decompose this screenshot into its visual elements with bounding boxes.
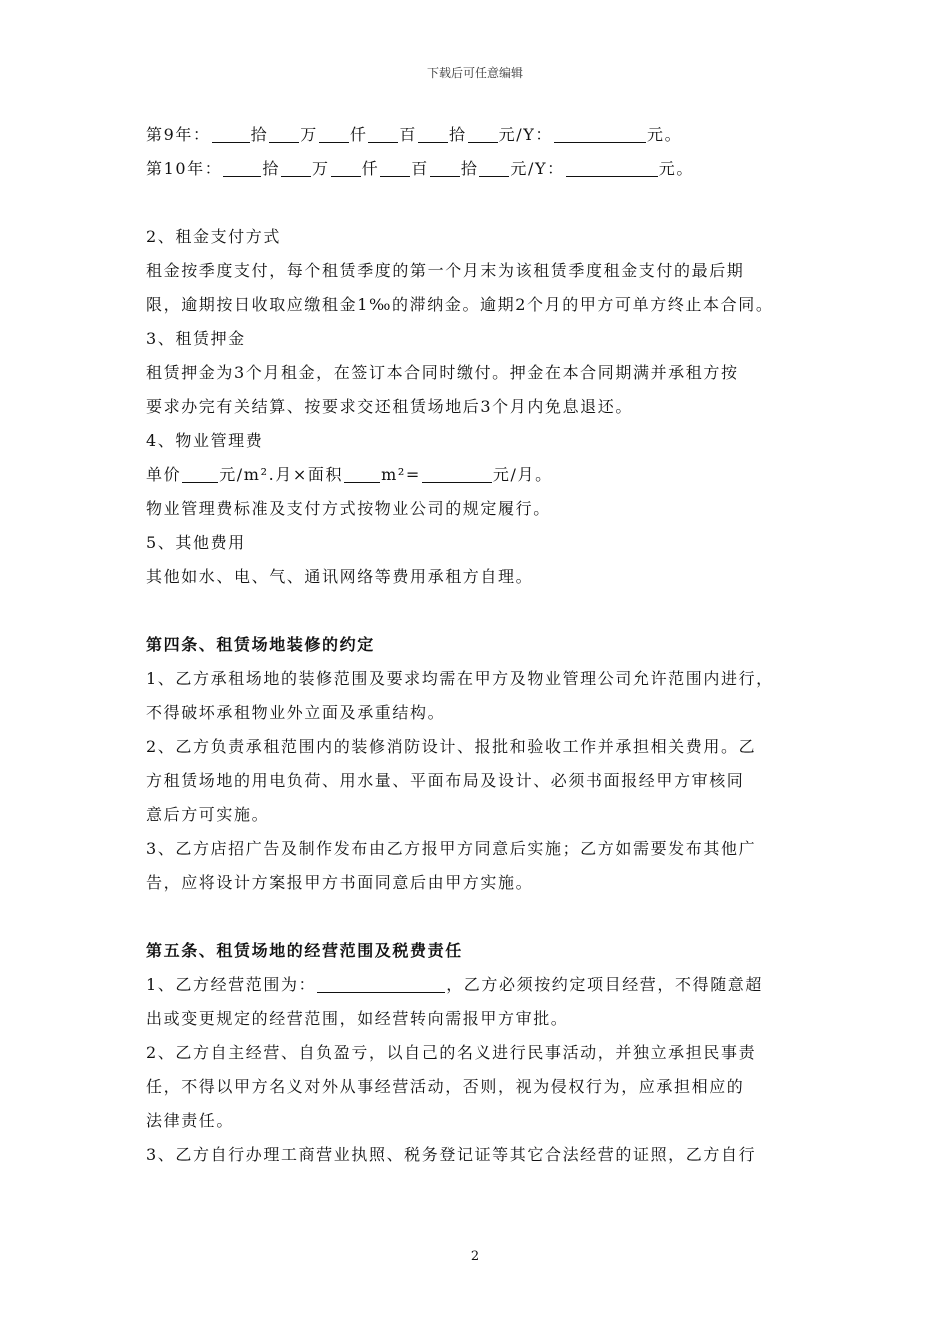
paragraph-line: 法律责任。 bbox=[146, 1111, 235, 1130]
paragraph-line: 限，逾期按日收取应缴租金1‰的滞纳金。逾期2个月的甲方可单方终止本合同。 bbox=[146, 295, 774, 314]
business-scope-line bbox=[146, 968, 808, 1002]
blank-field bbox=[380, 158, 410, 177]
blank-field bbox=[331, 158, 361, 177]
unit-label: 百 bbox=[399, 125, 418, 144]
blank-field bbox=[479, 158, 509, 177]
formula-text: m²= bbox=[381, 465, 421, 484]
article-5-heading: 第五条、租赁场地的经营范围及税费责任 bbox=[146, 941, 463, 960]
blank-field bbox=[281, 158, 311, 177]
blank-field bbox=[319, 124, 349, 143]
blank-field bbox=[344, 464, 380, 483]
paragraph-line: 不得破坏承租物业外立面及承重结构。 bbox=[146, 703, 446, 722]
section-title: 2、租金支付方式 bbox=[146, 227, 281, 246]
paragraph-line: 3、乙方自行办理工商营业执照、税务登记证等其它合法经营的证照，乙方自行 bbox=[146, 1145, 757, 1164]
blank-field bbox=[468, 124, 498, 143]
property-fee-formula bbox=[146, 458, 808, 492]
scope-text: 1、乙方经营范围为： bbox=[146, 975, 317, 994]
unit-label: 仟 bbox=[361, 159, 380, 178]
paragraph-line: 租金按季度支付，每个租赁季度的第一个月末为该租赁季度租金支付的最后期 bbox=[146, 261, 745, 280]
blank-field bbox=[212, 124, 250, 143]
unit-label: 百 bbox=[411, 159, 429, 178]
blank-field bbox=[269, 124, 299, 143]
unit-label: 万 bbox=[311, 159, 330, 178]
paragraph-line: 2、乙方自主经营、自负盈亏，以自己的名义进行民事活动，并独立承担民事责 bbox=[146, 1043, 757, 1062]
spacer bbox=[146, 900, 808, 934]
page-header: 下载后可任意编辑 bbox=[426, 66, 523, 80]
blank-field bbox=[182, 464, 218, 483]
paragraph-line: 任，不得以甲方名义对外从事经营活动，否则，视为侵权行为，应承担相应的 bbox=[146, 1077, 745, 1096]
blank-field bbox=[566, 158, 658, 177]
blank-field bbox=[368, 124, 398, 143]
section-title: 5、其他费用 bbox=[146, 533, 246, 552]
paragraph-line: 方租赁场地的用电负荷、用水量、平面布局及设计、必须书面报经甲方审核同 bbox=[146, 771, 745, 790]
paragraph-line: 告，应将设计方案报甲方书面同意后由甲方实施。 bbox=[146, 873, 534, 892]
blank-field bbox=[554, 124, 646, 143]
unit-label: 拾 bbox=[250, 125, 269, 144]
blank-field bbox=[317, 974, 445, 993]
paragraph-line: 3、乙方店招广告及制作发布由乙方报甲方同意后实施；乙方如需要发布其他广 bbox=[146, 839, 757, 858]
paragraph-line: 要求办完有关结算、按要求交还租赁场地后3个月内免息退还。 bbox=[146, 397, 633, 416]
document-body bbox=[146, 118, 808, 1172]
paragraph-line: 1、乙方承租场地的装修范围及要求均需在甲方及物业管理公司允许范围内进行， bbox=[146, 669, 774, 688]
formula-text: 元/m².月×面积 bbox=[219, 465, 344, 484]
rent-year-9-line bbox=[146, 118, 808, 152]
formula-text: 单价 bbox=[146, 465, 182, 484]
blank-field bbox=[418, 124, 448, 143]
paragraph-line: 2、乙方负责承租范围内的装修消防设计、报批和验收工作并承担相关费用。乙 bbox=[146, 737, 757, 756]
article-4-heading: 第四条、租赁场地装修的约定 bbox=[146, 635, 375, 654]
unit-label: 仟 bbox=[349, 125, 368, 144]
unit-label: 元。 bbox=[647, 125, 683, 144]
spacer bbox=[146, 186, 808, 220]
blank-field bbox=[223, 158, 261, 177]
section-title: 3、租赁押金 bbox=[146, 329, 246, 348]
unit-label: 元。 bbox=[658, 159, 694, 178]
spacer bbox=[146, 594, 808, 628]
unit-label: 元/Y： bbox=[498, 125, 553, 144]
rent-year-label: 第10年： bbox=[146, 159, 223, 178]
blank-field bbox=[430, 158, 460, 177]
unit-label: 拾 bbox=[262, 159, 280, 178]
unit-label: 万 bbox=[300, 125, 318, 144]
section-title: 4、物业管理费 bbox=[146, 431, 264, 450]
scope-text: ，乙方必须按约定项目经营，不得随意超 bbox=[446, 975, 763, 994]
unit-label: 拾 bbox=[460, 159, 479, 178]
paragraph-line: 物业管理费标准及支付方式按物业公司的规定履行。 bbox=[146, 499, 551, 518]
formula-text: 元/月。 bbox=[492, 465, 553, 484]
unit-label: 拾 bbox=[449, 125, 467, 144]
paragraph-line: 租赁押金为3个月租金，在签订本合同时缴付。押金在本合同期满并承租方按 bbox=[146, 363, 739, 382]
paragraph-line: 其他如水、电、气、通讯网络等费用承租方自理。 bbox=[146, 567, 534, 586]
unit-label: 元/Y： bbox=[510, 159, 565, 178]
paragraph-line: 出或变更规定的经营范围，如经营转向需报甲方审批。 bbox=[146, 1009, 569, 1028]
rent-year-10-line bbox=[146, 152, 808, 186]
blank-field bbox=[422, 464, 492, 483]
page-number: 2 bbox=[470, 1249, 480, 1264]
rent-year-label: 第9年： bbox=[146, 125, 211, 144]
paragraph-line: 意后方可实施。 bbox=[146, 805, 270, 824]
